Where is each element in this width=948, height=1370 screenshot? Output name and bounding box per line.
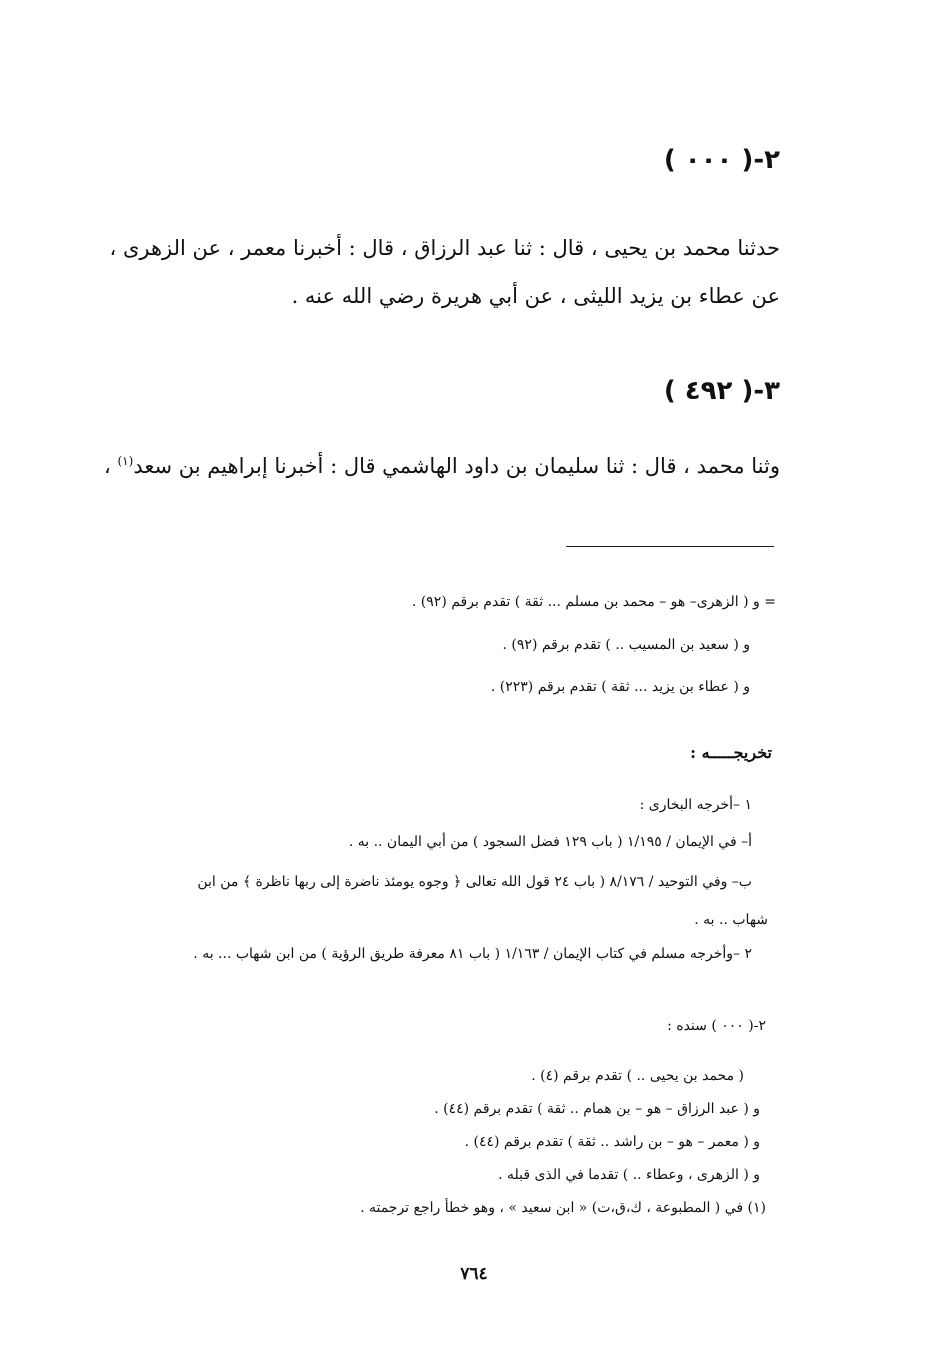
hadith-text-tail: ، [104, 454, 111, 478]
sanad-line: و ( الزهرى ، وعطاء .. ) تقدما في الذى قبله . [498, 1167, 760, 1183]
takhrij-line: ٢ –وأخرجه مسلم في كتاب الإيمان / ١/١٦٣ ( باب ٨١ معرفة طريق الرؤية ) من ابن شهاب ... به . [193, 946, 752, 962]
takhrij-line: ١ –أخرجه البخارى : [639, 797, 752, 813]
footnote-line: و ( عطاء بن يزيد ... ثقة ) تقدم برقم (٢٢٣) . [490, 679, 750, 695]
hadith-text-line: عن عطاء بن يزيد الليثى ، عن أبي هريرة رضي الله عنه . [291, 284, 780, 308]
footnote-line: = و ( الزهرى– هو – محمد بن مسلم ... ثقة ) تقدم برقم (٩٢) . [411, 594, 776, 610]
takhrij-line: أ– في الإيمان / ١/١٩٥ ( باب ١٢٩ فضل السجود ) من أبي اليمان .. به . [348, 834, 752, 850]
hadith-text-line: حدثنا محمد بن يحيى ، قال : ثنا عبد الرزاق ، قال : أخبرنا معمر ، عن الزهرى ، [109, 236, 780, 260]
footnote-line: و ( سعيد بن المسيب .. ) تقدم برقم (٩٢) . [502, 637, 750, 653]
footnote-separator [566, 546, 774, 547]
footnote-1: (١) في ( المطبوعة ، ك،ق،ت) « ابن سعيد » ، وهو خطأ راجع ترجمته . [360, 1200, 766, 1216]
takhrij-line: شهاب .. به . [694, 912, 768, 928]
hadith-text-line [104, 454, 780, 479]
section-heading-3: ٣-( ٤٩٢ ) [663, 376, 780, 406]
takhrij-line: ب– وفي التوحيد / ٨/١٧٦ ( باب ٢٤ قول الله تعالى ﴿ وجوه يومئذ ناضرة إلى ربها ناظرة ﴾ من ابن [197, 874, 752, 890]
sanad-heading: ٢-( ٠٠٠ ) سنده : [667, 1018, 766, 1034]
sanad-line: ( محمد بن يحيى .. ) تقدم برقم (٤) . [531, 1068, 744, 1084]
page-number: ٧٦٤ [460, 1264, 488, 1284]
takhrij-heading: تخريجـــــه : [690, 743, 772, 762]
sanad-line: و ( عبد الرزاق – هو – بن همام .. ثقة ) تقدم برقم (٤٤) . [434, 1101, 760, 1117]
sanad-line: و ( معمر – هو – بن راشد .. ثقة ) تقدم برقم (٤٤) . [464, 1134, 760, 1150]
footnote-marker: (١) [117, 454, 134, 468]
hadith-text-main: وثنا محمد ، قال : ثنا سليمان بن داود الهاشمي قال : أخبرنا إبراهيم بن سعد [133, 454, 780, 478]
section-heading-2: ٢-( ٠٠٠ ) [663, 145, 780, 175]
